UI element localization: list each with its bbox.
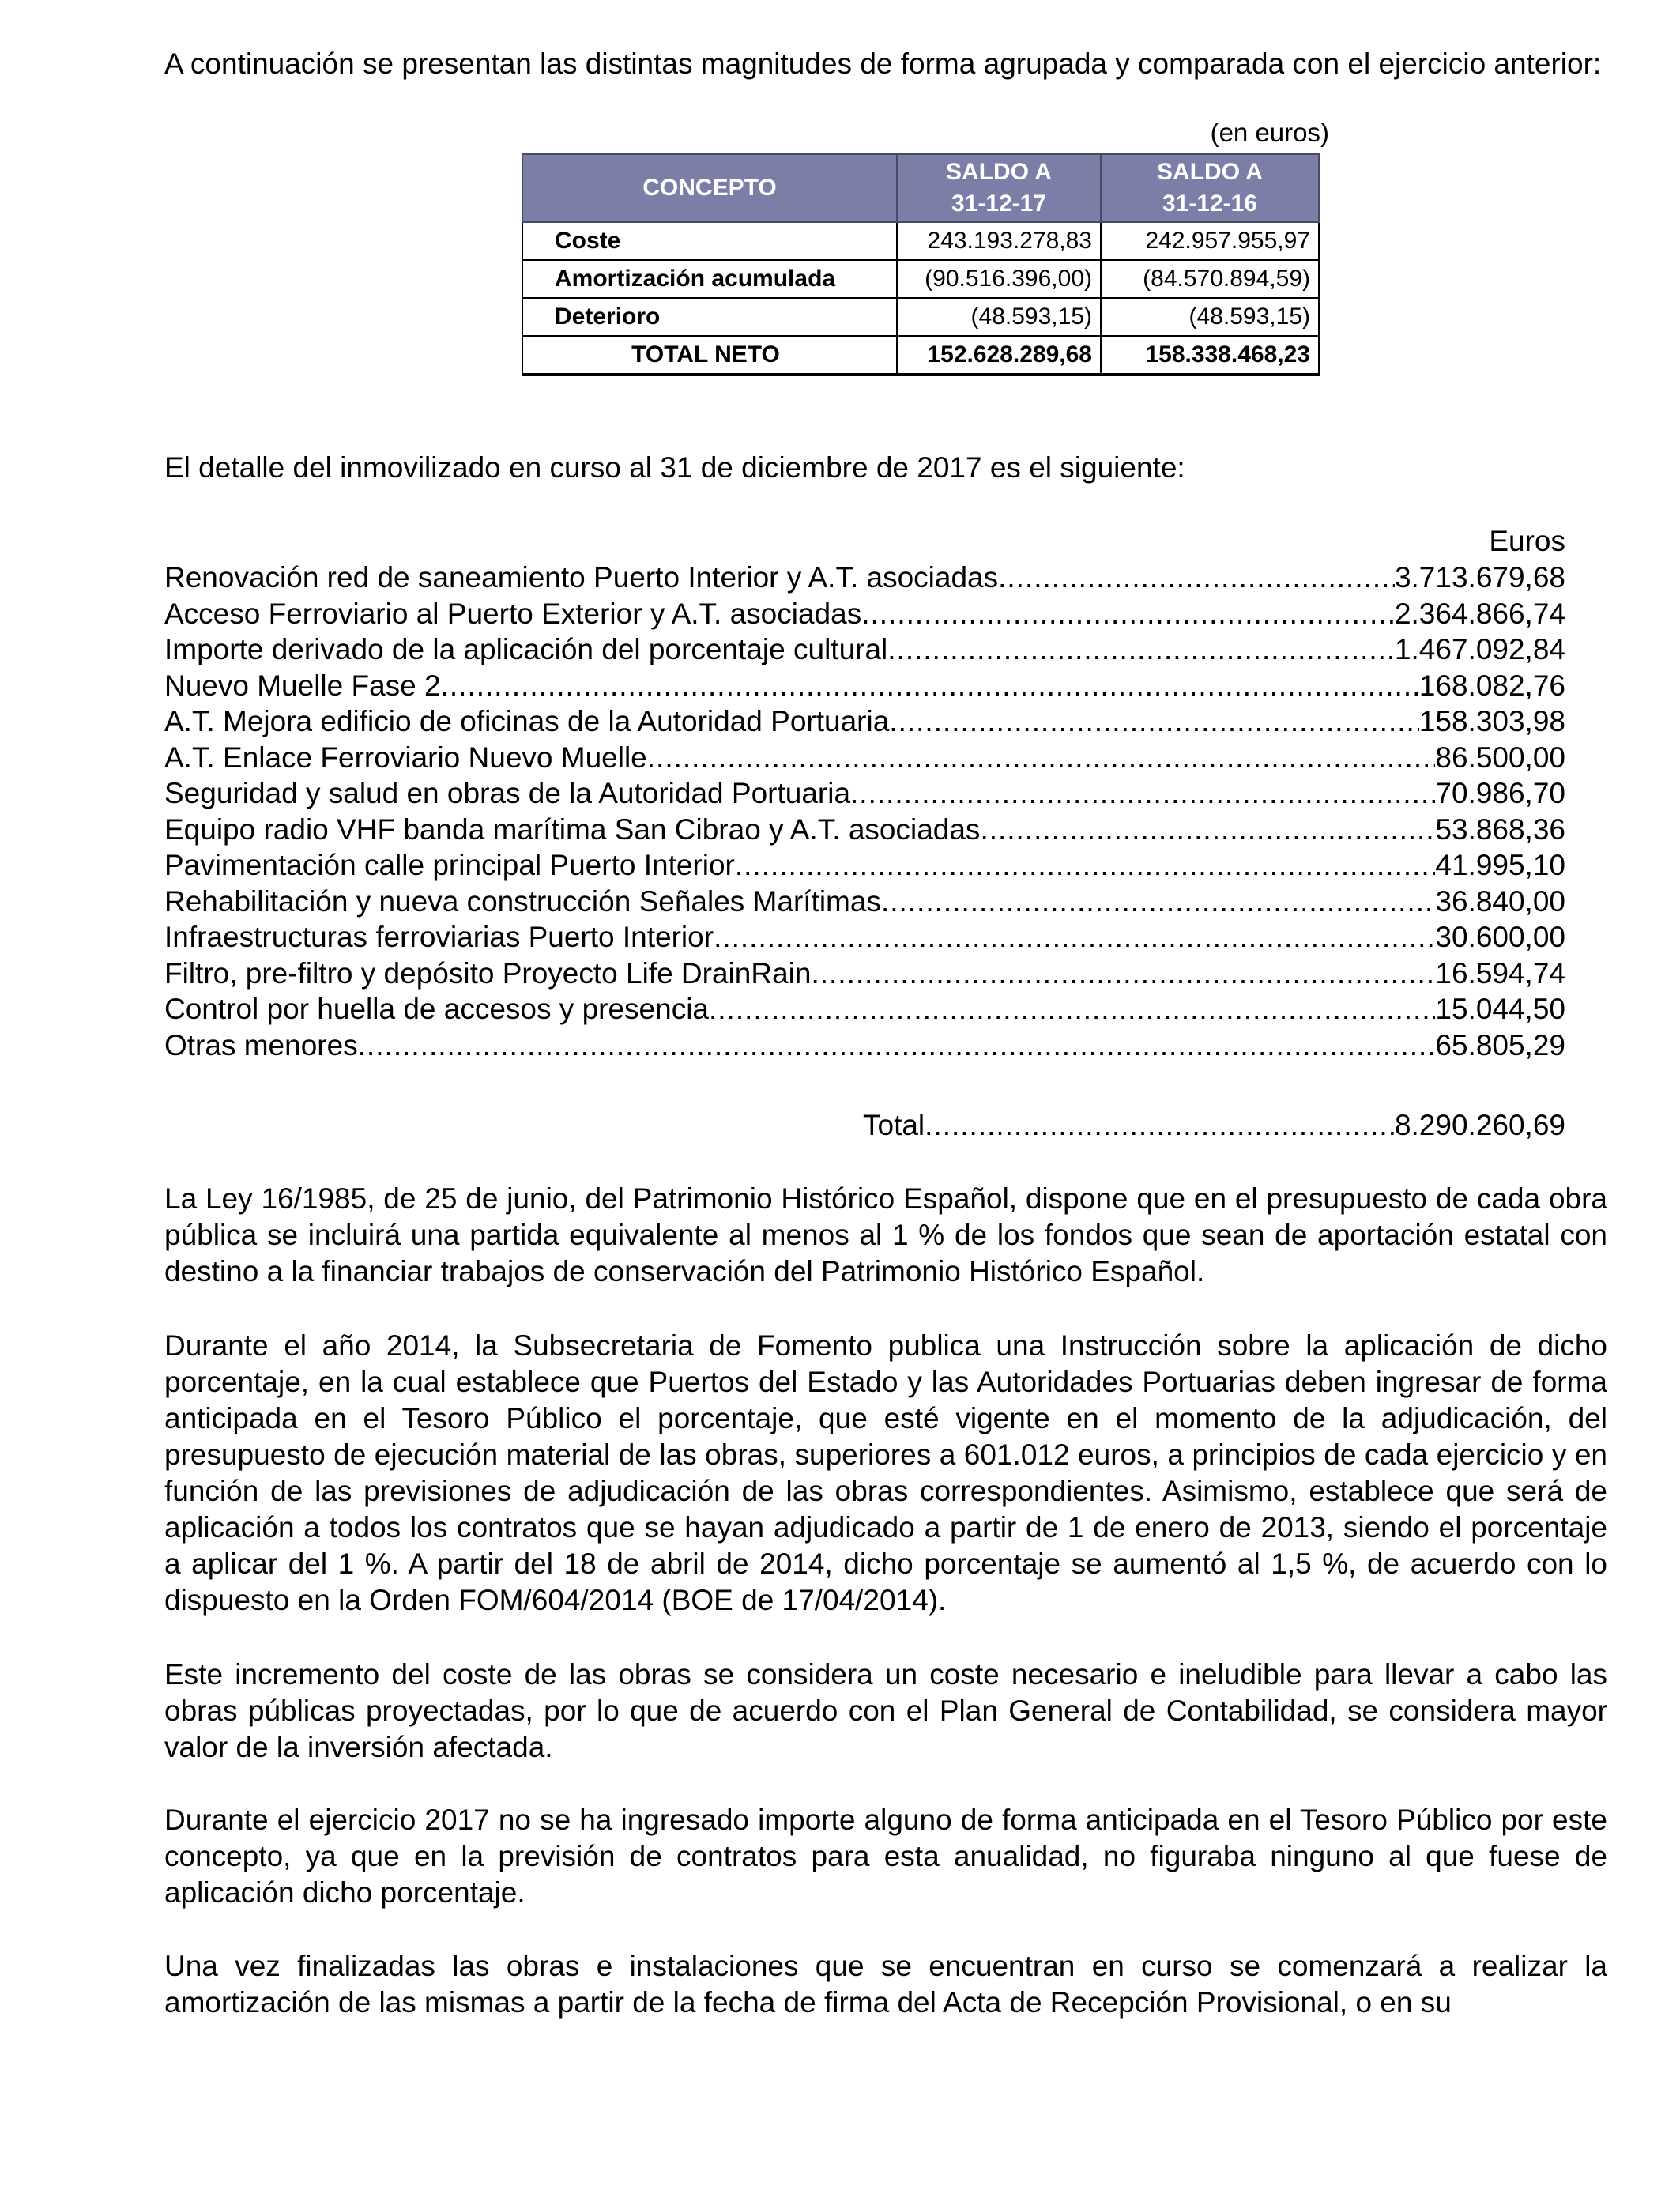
item-name: Nuevo Muelle Fase 2 (164, 669, 441, 702)
item-value: 1.467.092,84 (1394, 633, 1565, 665)
dot-leader (647, 740, 1436, 776)
row-value-2016: (84.570.894,59) (1101, 260, 1319, 298)
item-value: 86.500,00 (1435, 741, 1565, 774)
item-name: Otras menores (164, 1028, 358, 1061)
list-item (164, 847, 1565, 884)
dot-leader (714, 919, 1435, 956)
header-saldo-2016: SALDO A 31-12-16 (1101, 154, 1319, 222)
list-item (164, 884, 1565, 920)
list-item (164, 812, 1565, 848)
header-concepto: CONCEPTO (522, 154, 897, 222)
list-item (164, 631, 1565, 668)
item-value: 53.868,36 (1435, 812, 1565, 846)
list-item (164, 775, 1565, 812)
total-label: TOTAL NETO (522, 336, 897, 375)
row-label: Deterioro (522, 298, 897, 336)
table-row (522, 222, 1319, 260)
item-name: Filtro, pre-filtro y depósito Proyecto Life DrainRain (164, 956, 812, 990)
total-label: Total (863, 1109, 925, 1141)
dot-leader (861, 596, 1395, 632)
header-saldo-2017: SALDO A 31-12-17 (897, 154, 1101, 222)
dot-leader (811, 956, 1435, 992)
unit-note: (en euros) (1210, 118, 1329, 147)
list-item (164, 740, 1565, 776)
item-value: 65.805,29 (1435, 1028, 1565, 1061)
item-value: 168.082,76 (1418, 669, 1565, 702)
list-item (164, 1027, 1565, 1064)
paragraph-ley: La Ley 16/1985, de 25 de junio, del Patrimonio Histórico Español, dispone que en el presupuesto de cada obra pública se incluirá una partida equivalente al menos al 1 % de los fondos que sean de aportación estatal con destino a la financiar trabajos de conservación del Patrimonio Histórico Español. (164, 1182, 1607, 1287)
item-name: Rehabilitación y nueva construcción Señales Marítimas (164, 884, 881, 918)
paragraph-incremento: Este incremento del coste de las obras se considera un coste necesario e ineludible para llevar a cabo las obras públicas proyectadas, por lo que de acuerdo con el Plan General de Contabilidad, se considera mayor valor de la inversión afectada. (164, 1658, 1607, 1763)
list-item (164, 956, 1565, 992)
table-row (522, 260, 1319, 298)
item-name: Acceso Ferroviario al Puerto Exterior y A.T. asociadas (164, 597, 862, 630)
detail-total (863, 1107, 1565, 1144)
summary-table (522, 153, 1320, 376)
summary-table-header (522, 154, 1319, 222)
list-item (164, 991, 1565, 1027)
detail-list (164, 523, 1565, 1063)
item-value: 70.986,70 (1435, 777, 1565, 809)
detail-intro: El detalle del inmovilizado en curso al 31 de diciembre de 2017 es el siguiente: (164, 451, 1185, 484)
paragraph-finalizadas: Una vez finalizadas las obras e instalaciones que se encuentran en curso se comenzará a realizar la amortización de las mismas a partir de la fecha de firma del Acta de Recepción Provisional, o en su (164, 1950, 1607, 2019)
dot-leader (441, 668, 1419, 704)
item-value: 15.044,50 (1435, 993, 1565, 1025)
item-value: 2.364.866,74 (1394, 597, 1565, 630)
item-name: Importe derivado de la aplicación del porcentaje cultural (164, 633, 888, 665)
paragraph-instruccion: Durante el año 2014, la Subsecretaria de Fomento publica una Instrucción sobre la aplicación de dicho porcentaje, en la cual establece que Puertos del Estado y las Autoridades Portuarias deben ingresar de forma anticipada en el Tesoro Público el porcentaje, que esté vigente en el momento de la adjudicación, del presupuesto de ejecución material de las obras, superiores a 601.012 euros, a principios de cada ejercicio y en función de las previsiones de adjudicación de las obras correspondientes. Asimismo, establece que será de aplicación a todos los contratos que se hayan adjudicado a partir de 1 de enero de 2013, siendo el porcentaje a aplicar del 1 %. A partir del 18 de abril de 2014, dicho porcentaje se aumentó al 1,5 %, de acuerdo con lo dispuesto en la Orden FOM/604/2014 (BOE de 17/04/2014). (164, 1329, 1607, 1616)
item-name: A.T. Mejora edificio de oficinas de la Autoridad Portuaria (164, 705, 890, 737)
row-value-2016: (48.593,15) (1101, 298, 1319, 336)
dot-leader (889, 703, 1419, 740)
list-item (164, 668, 1565, 704)
row-value-2017: (48.593,15) (897, 298, 1101, 336)
row-value-2017: (90.516.396,00) (897, 260, 1101, 298)
dot-leader (881, 884, 1435, 920)
list-item (164, 703, 1565, 740)
table-row (522, 298, 1319, 336)
paragraph-ejercicio: Durante el ejercicio 2017 no se ha ingresado importe alguno de forma anticipada en el Tesoro Público por este concepto, ya que en la previsión de contratos para esta anualidad, no figuraba ninguno al que fuese de aplicación dicho porcentaje. (164, 1804, 1607, 1909)
item-value: 30.600,00 (1435, 921, 1565, 953)
intro-paragraph: A continuación se presentan las distintas magnitudes de forma agrupada y comparada con el ejercicio anterior: (164, 47, 1602, 80)
item-name: Equipo radio VHF banda marítima San Cibrao y A.T. asociadas (164, 812, 981, 846)
row-value-2017: 243.193.278,83 (897, 222, 1101, 260)
item-value: 16.594,74 (1435, 956, 1565, 990)
detail-unit: Euros (1489, 525, 1565, 557)
dot-leader (735, 847, 1436, 884)
dot-leader (887, 631, 1395, 668)
item-name: Control por huella de accesos y presencia (164, 993, 709, 1025)
item-name: Renovación red de saneamiento Puerto Interior y A.T. asociadas (164, 561, 999, 594)
item-value: 41.995,10 (1435, 849, 1565, 881)
dot-leader (358, 1027, 1436, 1064)
dot-leader (998, 560, 1395, 596)
row-value-2016: 242.957.955,97 (1101, 222, 1319, 260)
dot-leader (709, 991, 1435, 1027)
dot-leader (980, 812, 1435, 848)
dot-leader (850, 775, 1435, 812)
list-item (164, 919, 1565, 956)
item-value: 36.840,00 (1435, 884, 1565, 918)
item-name: A.T. Enlace Ferroviario Nuevo Muelle (164, 741, 647, 774)
item-value: 3.713.679,68 (1394, 561, 1565, 594)
list-item (164, 596, 1565, 632)
row-label: Coste (522, 222, 897, 260)
item-name: Pavimentación calle principal Puerto Interior (164, 849, 735, 881)
total-row (522, 336, 1319, 375)
item-name: Infraestructuras ferroviarias Puerto Interior (164, 921, 714, 953)
list-item (164, 560, 1565, 596)
total-value: 8.290.260,69 (1394, 1109, 1565, 1141)
total-value-2016: 158.338.468,23 (1101, 336, 1319, 375)
row-label: Amortización acumulada (522, 260, 897, 298)
dot-leader (925, 1107, 1395, 1144)
total-value-2017: 152.628.289,68 (897, 336, 1101, 375)
item-name: Seguridad y salud en obras de la Autoridad Portuaria (164, 777, 851, 809)
item-value: 158.303,98 (1418, 705, 1565, 737)
